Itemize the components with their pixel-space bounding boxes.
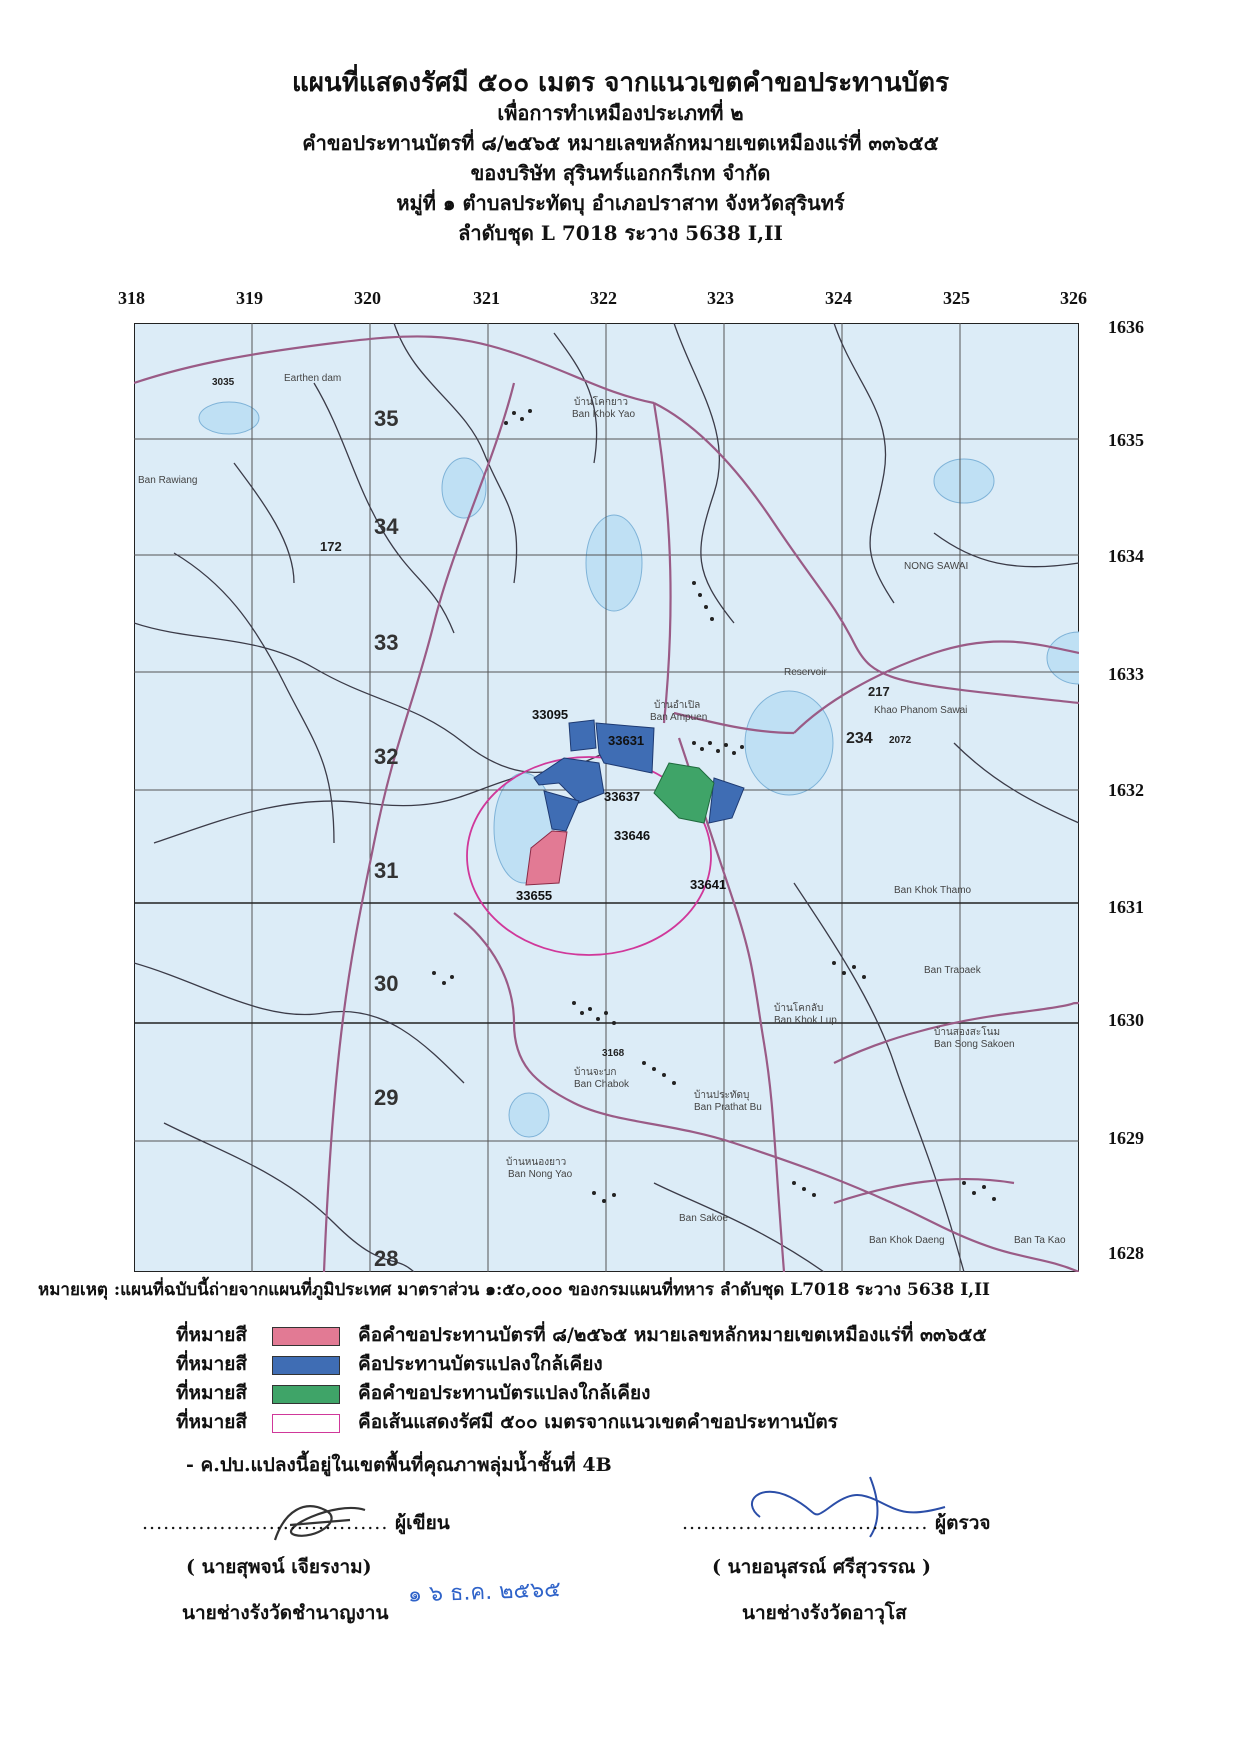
legend-label: ที่หมายสี	[176, 1382, 247, 1404]
parcel-label-33655: 33655	[516, 888, 553, 903]
place-label: Ban Khok Thamo	[894, 885, 972, 896]
reservoir-shape	[509, 1093, 549, 1137]
inner-label: 33	[374, 630, 399, 655]
place-label: Ban Khok Lup	[774, 1015, 837, 1026]
place-label: บ้านหนองยาว	[506, 1157, 567, 1168]
place-label: Ban Sakoe	[679, 1213, 728, 1224]
northing-label: 1636	[1108, 317, 1144, 337]
dotted-line: ...................................	[682, 1512, 929, 1534]
title-line-3: คำขอประทานบัตรที่ ๘/๒๕๖๕ หมายเลขหลักหมายเขตเหมืองแร่ที่ ๓๓๖๕๕	[302, 131, 939, 155]
checker-title: นายช่างรังวัดอาวุโส	[742, 1602, 907, 1624]
elevation-label: 217	[868, 684, 890, 699]
northing-label: 1629	[1108, 1128, 1144, 1148]
inner-label: 30	[374, 971, 399, 996]
checker-role: ผู้ตรวจ	[935, 1512, 991, 1534]
map-source-note: หมายเหตุ :แผนที่ฉบับนี้ถ่ายจากแผนที่ภูมิประเทศ มาตราส่วน ๑:๕๐,๐๐๐ ของกรมแผนที่ทหาร ลำดับชุด L7018 ระวาง 5638 I,II	[38, 1280, 991, 1300]
reservoir-shape	[199, 402, 259, 434]
easting-label: 324	[825, 288, 852, 308]
place-label: Ban Chabok	[574, 1079, 630, 1090]
parcel-label-33637: 33637	[604, 789, 641, 804]
northing-label: 1628	[1108, 1243, 1144, 1263]
title-line-5: หมู่ที่ ๑ ตำบลประทัดบุ อำเภอปราสาท จังหวัดสุรินทร์	[396, 191, 845, 215]
dotted-line: ...................................	[142, 1512, 389, 1534]
legend-label: ที่หมายสี	[176, 1353, 247, 1375]
place-label: บ้านอำเปิล	[654, 700, 701, 711]
reservoir-shape	[934, 459, 994, 503]
inner-label: 29	[374, 1085, 399, 1110]
place-label: บ้านจะบก	[574, 1067, 617, 1078]
place-label: NONG SAWAI	[904, 561, 969, 572]
checker-sign-line	[682, 1508, 991, 1538]
parcel-label-33631: 33631	[608, 733, 645, 748]
easting-label: 321	[473, 288, 500, 308]
watershed-remark: - ค.ปบ.แปลงนี้อยู่ในเขตพื้นที่คุณภาพลุ่มน้ำชั้นที่ 4B	[186, 1454, 612, 1476]
elevation-label: 234	[846, 730, 873, 747]
easting-label: 326	[1060, 288, 1087, 308]
place-label: Earthen dam	[284, 373, 342, 384]
place-label: บ้านโคกยาว	[574, 397, 629, 408]
legend-swatch-pink	[272, 1327, 340, 1346]
highway-label: 2072	[889, 735, 912, 746]
northing-label: 1635	[1108, 430, 1144, 450]
northing-label: 1630	[1108, 1010, 1144, 1030]
easting-label: 319	[236, 288, 263, 308]
reservoir-shape	[586, 515, 642, 611]
inner-label: 35	[374, 406, 399, 431]
legend-swatch-radius	[272, 1414, 340, 1433]
northing-label: 1633	[1108, 664, 1144, 684]
easting-label: 323	[707, 288, 734, 308]
title-line-2: เพื่อการทำเหมืองประเภทที่ ๒	[497, 101, 744, 125]
title-line-6: ลำดับชุด L 7018 ระวาง 5638 I,II	[458, 221, 783, 245]
checker-name: ( นายอนุสรณ์ ศรีสุวรรณ )	[712, 1556, 932, 1578]
writer-role: ผู้เขียน	[395, 1512, 450, 1534]
parcel-label-33641: 33641	[690, 877, 727, 892]
topographic-map[interactable]	[134, 323, 1079, 1272]
inner-label: 34	[374, 514, 399, 539]
easting-label: 320	[354, 288, 381, 308]
place-label: บ้านโคกลับ	[774, 1003, 824, 1014]
legend-row-radius	[176, 1407, 838, 1431]
legend-text: คือประทานบัตรแปลงใกล้เคียง	[358, 1353, 603, 1375]
place-label: Ban Song Sakoen	[934, 1039, 1015, 1050]
elevation-label: 172	[320, 539, 342, 554]
northing-label: 1632	[1108, 780, 1144, 800]
place-label: Ban Ta Kao	[1014, 1235, 1066, 1246]
parcel-label-33646: 33646	[614, 828, 651, 843]
easting-label: 322	[590, 288, 617, 308]
legend-row-pink	[176, 1320, 987, 1344]
legend-text: คือคำขอประทานบัตรแปลงใกล้เคียง	[358, 1382, 651, 1404]
map-title-block	[0, 68, 1241, 248]
title-line-1: แผนที่แสดงรัศมี ๕๐๐ เมตร จากแนวเขตคำขอประทานบัตร	[291, 68, 950, 98]
place-label: บ้านสองสะโนม	[934, 1027, 1001, 1038]
highway-label: 3168	[602, 1048, 625, 1059]
legend-text: คือคำขอประทานบัตรที่ ๘/๒๕๖๕ หมายเลขหลักหมายเขตเหมืองแร่ที่ ๓๓๖๕๕	[358, 1324, 987, 1346]
inner-label: 28	[374, 1246, 399, 1271]
writer-sign-line	[142, 1508, 450, 1538]
place-label: Ban Ampuen	[650, 712, 708, 723]
easting-label: 318	[118, 288, 145, 308]
title-line-4: ของบริษัท สุรินทร์แอกกรีเกท จำกัด	[470, 161, 771, 185]
legend-row-blue	[176, 1349, 603, 1373]
place-label: Ban Khok Yao	[572, 409, 636, 420]
place-label: Ban Khok Daeng	[869, 1235, 945, 1246]
northing-label: 1631	[1108, 897, 1144, 917]
legend-label: ที่หมายสี	[176, 1324, 247, 1346]
inner-label: 32	[374, 744, 399, 769]
writer-title: นายช่างรังวัดชำนาญงาน	[182, 1602, 389, 1624]
legend-row-green	[176, 1378, 650, 1402]
northing-label: 1634	[1108, 546, 1144, 566]
legend-text: คือเส้นแสดงรัศมี ๕๐๐ เมตรจากแนวเขตคำขอประทานบัตร	[358, 1411, 838, 1433]
reservoir-shape	[745, 691, 833, 795]
place-label: Ban Rawiang	[138, 475, 198, 486]
easting-label: 325	[943, 288, 970, 308]
legend-swatch-green	[272, 1385, 340, 1404]
date-stamp: ๑ ๖ ธ.ค. ๒๕๖๕	[407, 1577, 562, 1608]
parcel-33095[interactable]	[569, 720, 596, 751]
place-label: บ้านประทัดบุ	[694, 1090, 750, 1101]
place-label: Reservoir	[784, 667, 827, 678]
checker-signature	[730, 1462, 960, 1552]
inner-label: 31	[374, 858, 399, 883]
place-label: Ban Trabaek	[924, 965, 981, 976]
place-label: Khao Phanom Sawai	[874, 705, 968, 716]
place-label: Ban Prathat Bu	[694, 1102, 762, 1113]
writer-name: ( นายสุพจน์ เจียรงาม)	[186, 1556, 372, 1578]
parcel-label-33095: 33095	[532, 707, 569, 722]
highway-label: 3035	[212, 377, 235, 388]
legend-swatch-blue	[272, 1356, 340, 1375]
legend-label: ที่หมายสี	[176, 1411, 247, 1433]
place-label: Ban Nong Yao	[508, 1169, 573, 1180]
